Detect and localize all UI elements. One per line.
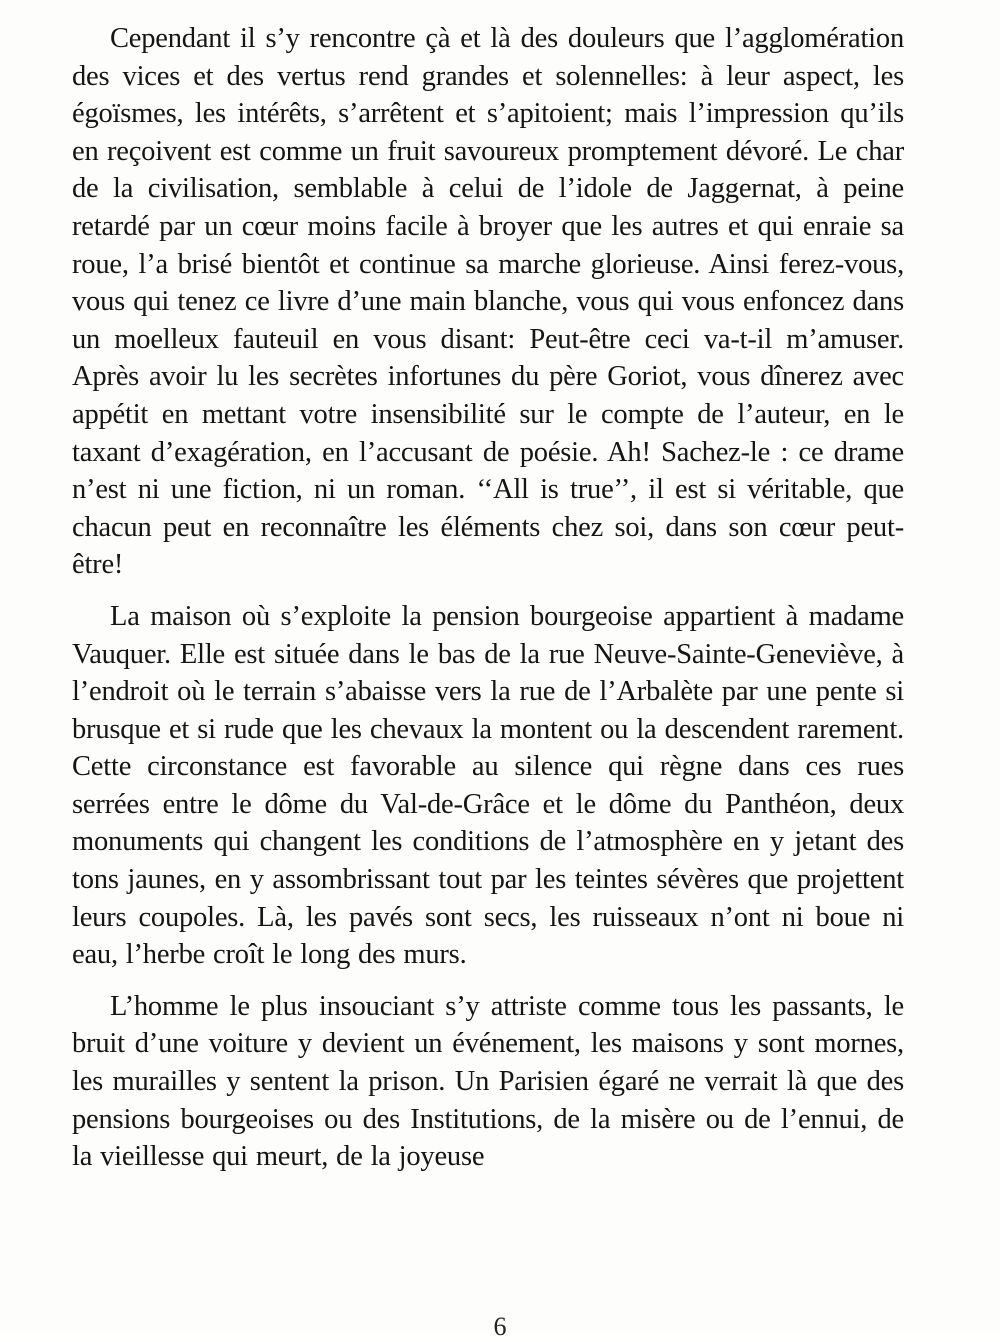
paragraph-2: La maison où s’exploite la pension bourgeoise appartient à madame Vauquer. Elle est située dans le bas de la rue Neuve-Sainte-Geneviève, à l’endroit où le terrain s’abaisse vers la rue de l’Arbalète par une pente si brusque et si rude que les chevaux la montent ou la descendent rarement. Cette circonstance est favorable au silence qui règne dans ces rues serrées entre le dôme du Val-de-Grâce et le dôme du Panthéon, deux monuments qui changent les conditions de l’atmosphère en y jetant des tons jaunes, en y assombrissant tout par les teintes sévères que projettent leurs coupoles. Là, les pavés sont secs, les ruisseaux n’ont ni boue ni eau, l’herbe croît le long des murs.: [72, 600, 904, 971]
paragraph-3: L’homme le plus insouciant s’y attriste comme tous les passants, le bruit d’une voiture y devient un événement, les maisons y sont mornes, les murailles y sentent la prison. Un Parisien égaré ne verrait là que des pensions bourgeoises ou des Institutions, de la misère ou de l’ennui, de la vieillesse qui meurt, de la joyeuse: [72, 990, 904, 1173]
body-text: [72, 20, 904, 1176]
page-number: 6: [493, 1312, 507, 1341]
paragraph-1: Cependant il s’y rencontre çà et là des douleurs que l’agglomération des vices et des vertus rend grandes et solennelles: à leur aspect, les égoïsmes, les intérêts, s’arrêtent et s’apitoient; mais l’impression qu’ils en reçoivent est comme un fruit savoureux promptement dévoré. Le char de la civilisation, semblable à celui de l’idole de Jaggernat, à peine retardé par un cœur moins facile à broyer que les autres et qui enraie sa roue, l’a brisé bientôt et continue sa marche glorieuse. Ainsi ferez-vous, vous qui tenez ce livre d’une main blanche, vous qui vous enfoncez dans un moelleux fauteuil en vous disant: Peut-être ceci va-t-il m’amuser. Après avoir lu les secrètes infortunes du père Goriot, vous dînerez avec appétit en mettant votre insensibilité sur le compte de l’auteur, en le taxant d’exagération, en l’accusant de poésie. Ah! Sachez-le : ce drame n’est ni une fiction, ni un roman. ‘‘All is true’’, il est si véritable, que chacun peut en reconnaître les éléments chez soi, dans son cœur peut-être!: [72, 23, 904, 581]
